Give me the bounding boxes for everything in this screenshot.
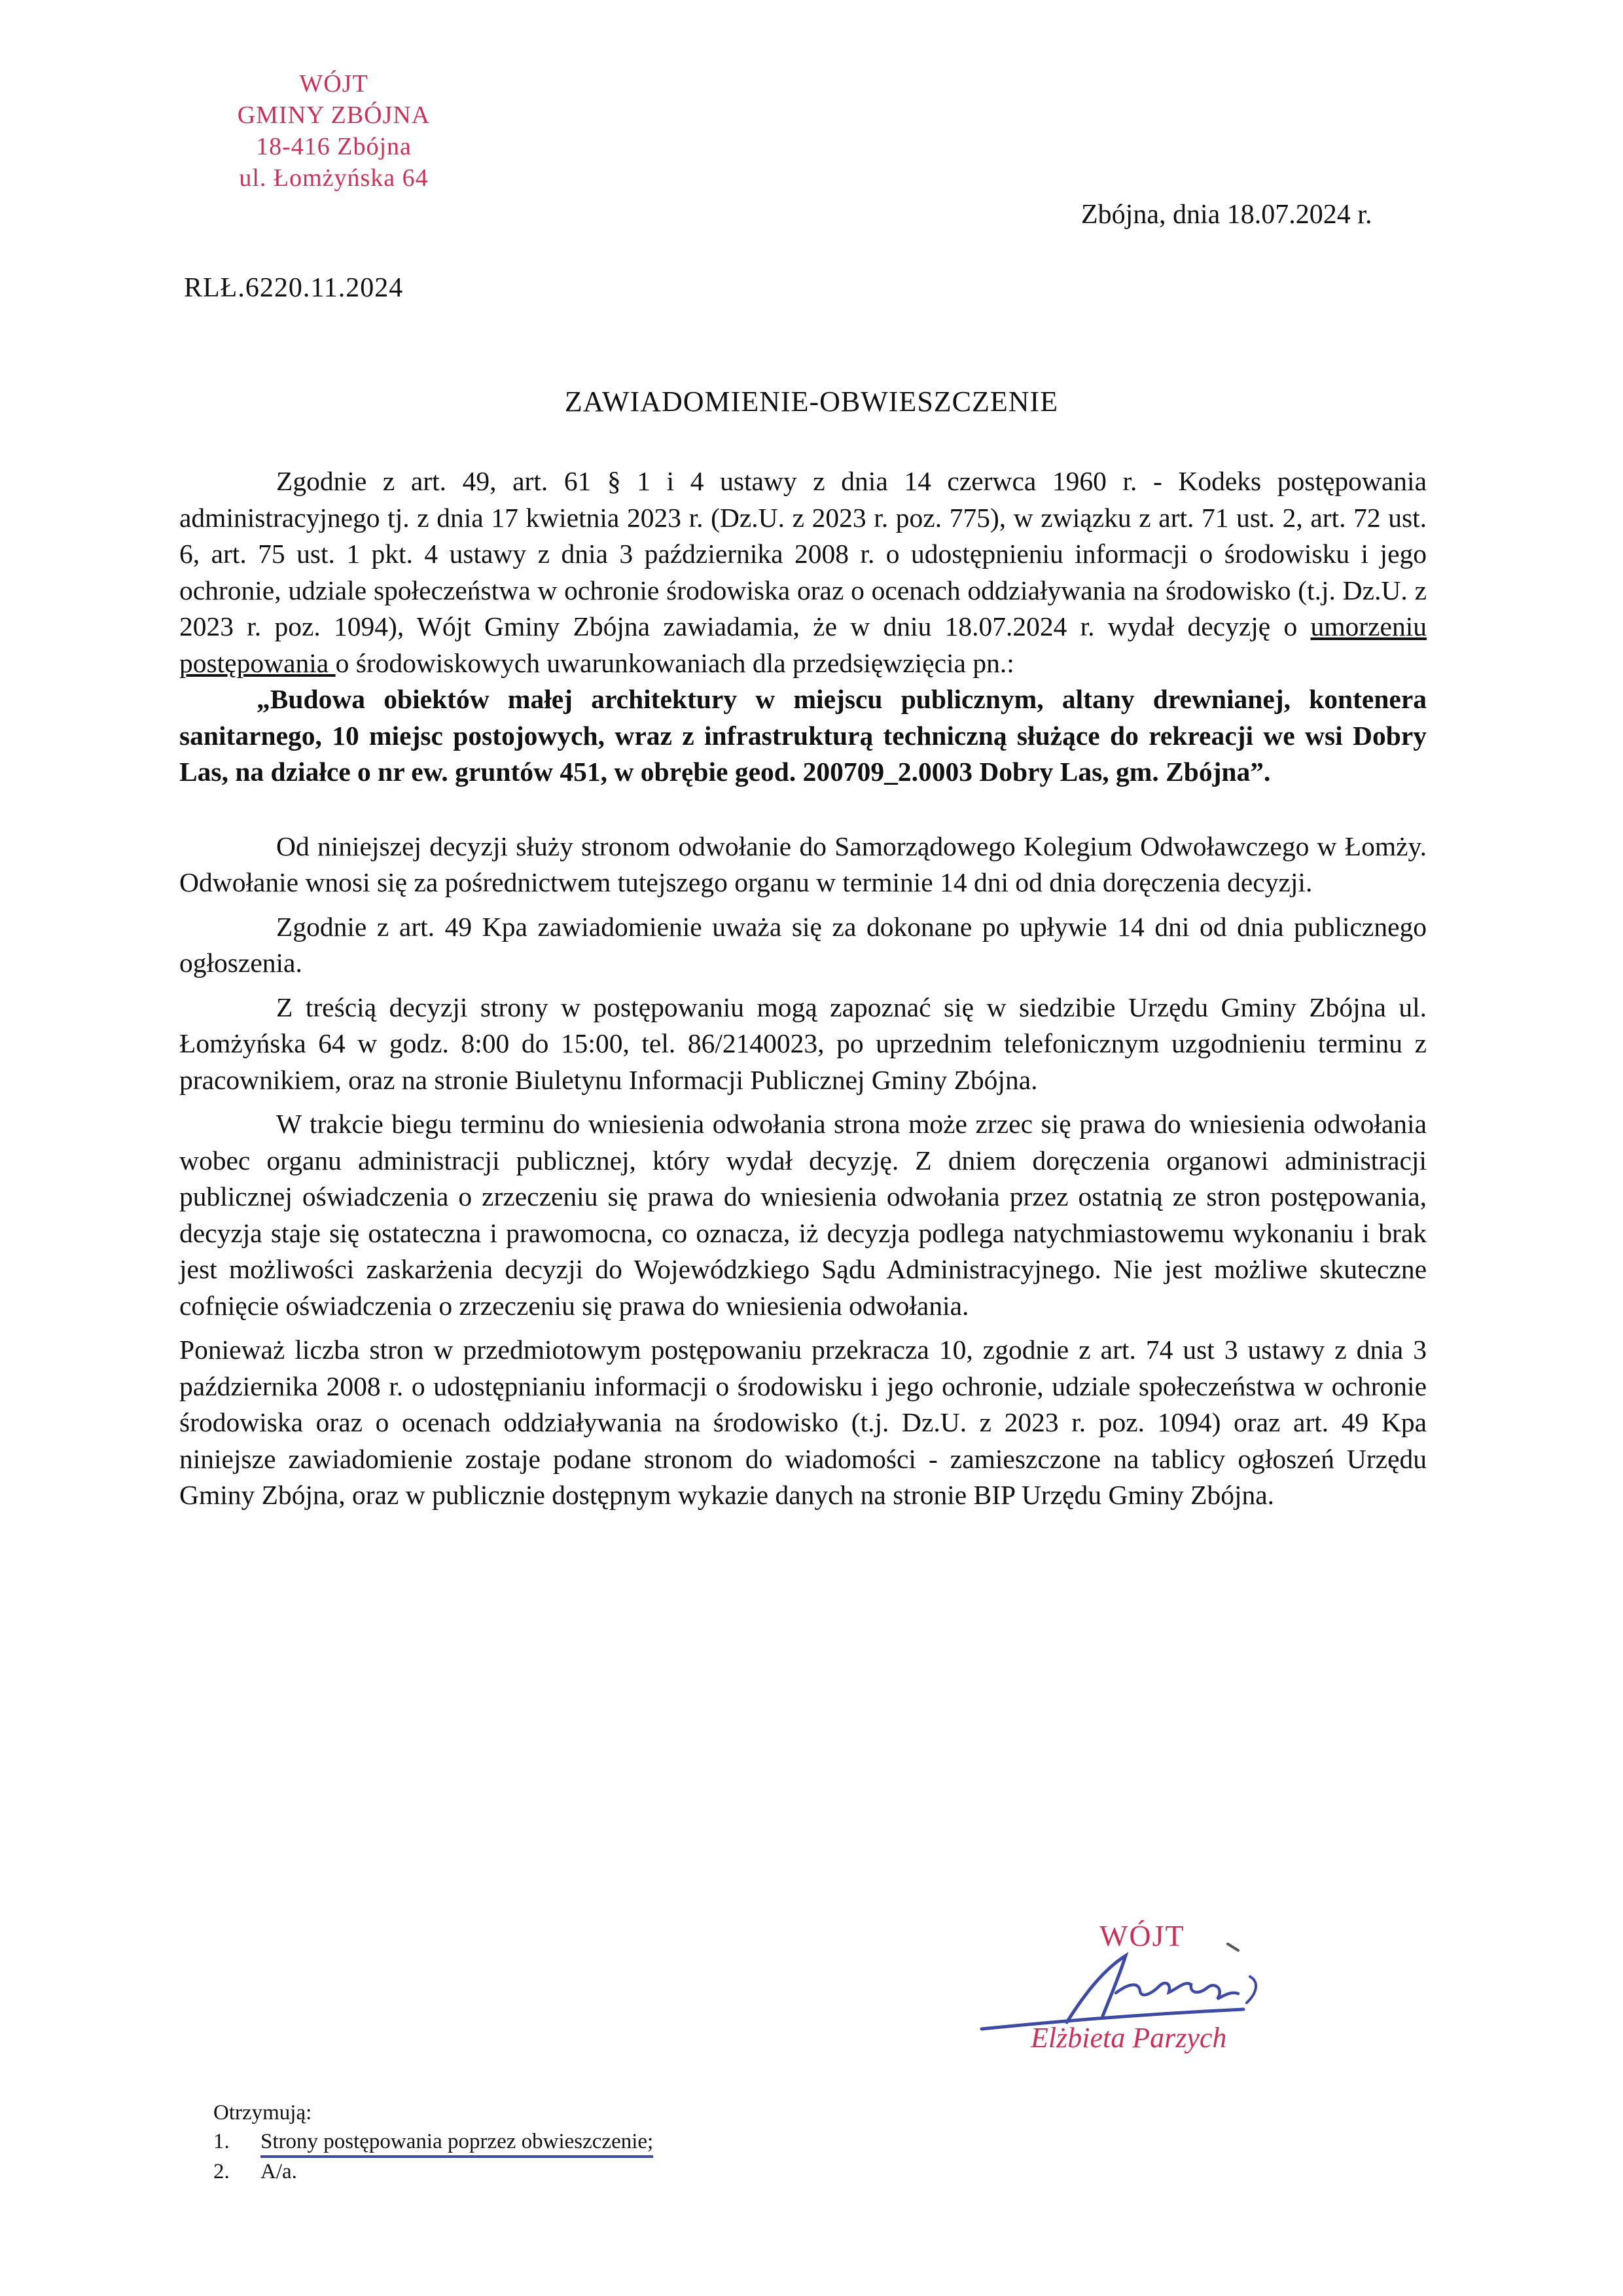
recipient-number: 1. bbox=[213, 2130, 230, 2153]
signatory-name: Elżbieta Parzych bbox=[1031, 2022, 1227, 2054]
recipient-text: A/a. bbox=[260, 2160, 297, 2183]
legal-basis-paragraph bbox=[179, 463, 1427, 681]
office-stamp bbox=[203, 68, 465, 194]
recipient-text: Strony postępowania poprzez obwieszczenie; bbox=[260, 2128, 653, 2158]
project-name: „Budowa obiektów małej architektury w miejscu publicznym, altany drewnianej, kontenera sanitarnego, 10 miejsc postojowych, wraz z infrastrukturą techniczną służące do rekreacji we wsi Dobry Las, na działce o nr ew. gruntów 451, w obrębie geod. 200709_2.0003 Dobry Las, gm. Zbójna”. bbox=[179, 684, 1427, 787]
signature-block bbox=[969, 1911, 1335, 2081]
stamp-line-postcode: 18-416 Zbójna bbox=[256, 133, 412, 160]
decision-type-underlined: umorzeniu postępowania bbox=[179, 611, 1427, 678]
signature-office: WÓJT bbox=[1099, 1919, 1185, 1952]
recipient-item bbox=[213, 2128, 802, 2158]
legal-basis-tail: o środowiskowych uwarunkowaniach dla przedsięwzięcia pn.: bbox=[335, 647, 1014, 678]
appeal-paragraph: Od niniejszej decyzji służy stronom odwołanie do Samorządowego Kolegium Odwoławczego w Łomży. Odwołanie wnosi się za pośrednictwem tutejszego organu w terminie 14 dni od dnia doręczenia decyzji. bbox=[179, 831, 1427, 897]
recipients-block bbox=[213, 2099, 802, 2185]
publication-paragraph: Ponieważ liczba stron w przedmiotowym postępowaniu przekracza 10, zgodnie z art. 74 ust 3 ustawy z dnia 3 października 2008 r. o udostępnianiu informacji o środowisku i jego ochronie, udziale społeczeństwa w ochronie środowiska oraz o ocenach oddziaływania na środowisko (t.j. Dz.U. z 2023 r. poz. 1094) oraz art. 49 Kpa niniejsze zawiadomienie zostaje podane stronom do wiadomości - zamieszczone na tablicy ogłoszeń Urzędu Gminy Zbójna, oraz w publicznie dostępnym wykazie danych na stronie BIP Urzędu Gminy Zbójna. bbox=[179, 1335, 1427, 1510]
document-title: ZAWIADOMIENIE-OBWIESZCZENIE bbox=[564, 386, 1059, 418]
legal-basis-text: Zgodnie z art. 49, art. 61 § 1 i 4 ustawy z dnia 14 czerwca 1960 r. - Kodeks postępowania administracyjnego tj. z dnia 17 kwietnia 2023 r. (Dz.U. z 2023 r. poz. 775), w związku z art. 71 ust. 2, art. 72 ust. 6, art. 75 ust. 1 pkt. 4 ustawy z dnia 3 października 2008 r. o udostępnieniu informacji o środowisku i jego ochronie, udziale społeczeństwa w ochronie środowiska oraz o ocenach oddziaływania na środowisko (t.j. Dz.U. z 2023 r. poz. 1094), Wójt Gminy Zbójna zawiadamia, że w dniu 18.07.2024 r. wydał decyzję o bbox=[179, 466, 1427, 641]
document-body bbox=[179, 463, 1427, 1514]
stamp-line-street: ul. Łomżyńska 64 bbox=[239, 164, 429, 192]
stamp-line-office: WÓJT bbox=[299, 70, 368, 98]
access-paragraph: Z treścią decyzji strony w postępowaniu mogą zapoznać się w siedzibie Urzędu Gminy Zbójna ul. Łomżyńska 64 w godz. 8:00 do 15:00, tel. 86/2140023, po uprzednim telefonicznym uzgodnieniu terminu z pracownikiem, oraz na stronie Biuletynu Informacji Publicznej Gminy Zbójna. bbox=[179, 992, 1427, 1095]
reference-number: RLŁ.6220.11.2024 bbox=[184, 273, 404, 303]
stamp-line-municipality: GMINY ZBÓJNA bbox=[237, 101, 431, 129]
recipients-heading: Otrzymują: bbox=[213, 2101, 312, 2125]
place-date: Zbójna, dnia 18.07.2024 r. bbox=[1081, 200, 1372, 230]
recipients-list bbox=[213, 2128, 802, 2185]
art49-paragraph: Zgodnie z art. 49 Kpa zawiadomienie uważa się za dokonane po upływie 14 dni od dnia publicznego ogłoszenia. bbox=[179, 911, 1427, 978]
recipient-item bbox=[213, 2158, 802, 2185]
recipient-number: 2. bbox=[213, 2160, 230, 2183]
waiver-paragraph: W trakcie biegu terminu do wniesienia odwołania strona może zrzec się prawa do wniesienia odwołania wobec organu administracji publicznej, który wydał decyzję. Z dniem doręczenia organowi administracji publicznej oświadczenia o zrzeczeniu się prawa do wniesienia odwołania przez ostatnią ze stron postępowania, decyzja staje się ostateczna i prawomocna, co oznacza, iż decyzja podlega natychmiastowemu wykonaniu i brak jest możliwości zaskarżenia decyzji do Wojewódzkiego Sądu Administracyjnego. Nie jest możliwe skuteczne cofnięcie oświadczenia o zrzeczeniu się prawa do wniesienia odwołania. bbox=[179, 1109, 1427, 1321]
